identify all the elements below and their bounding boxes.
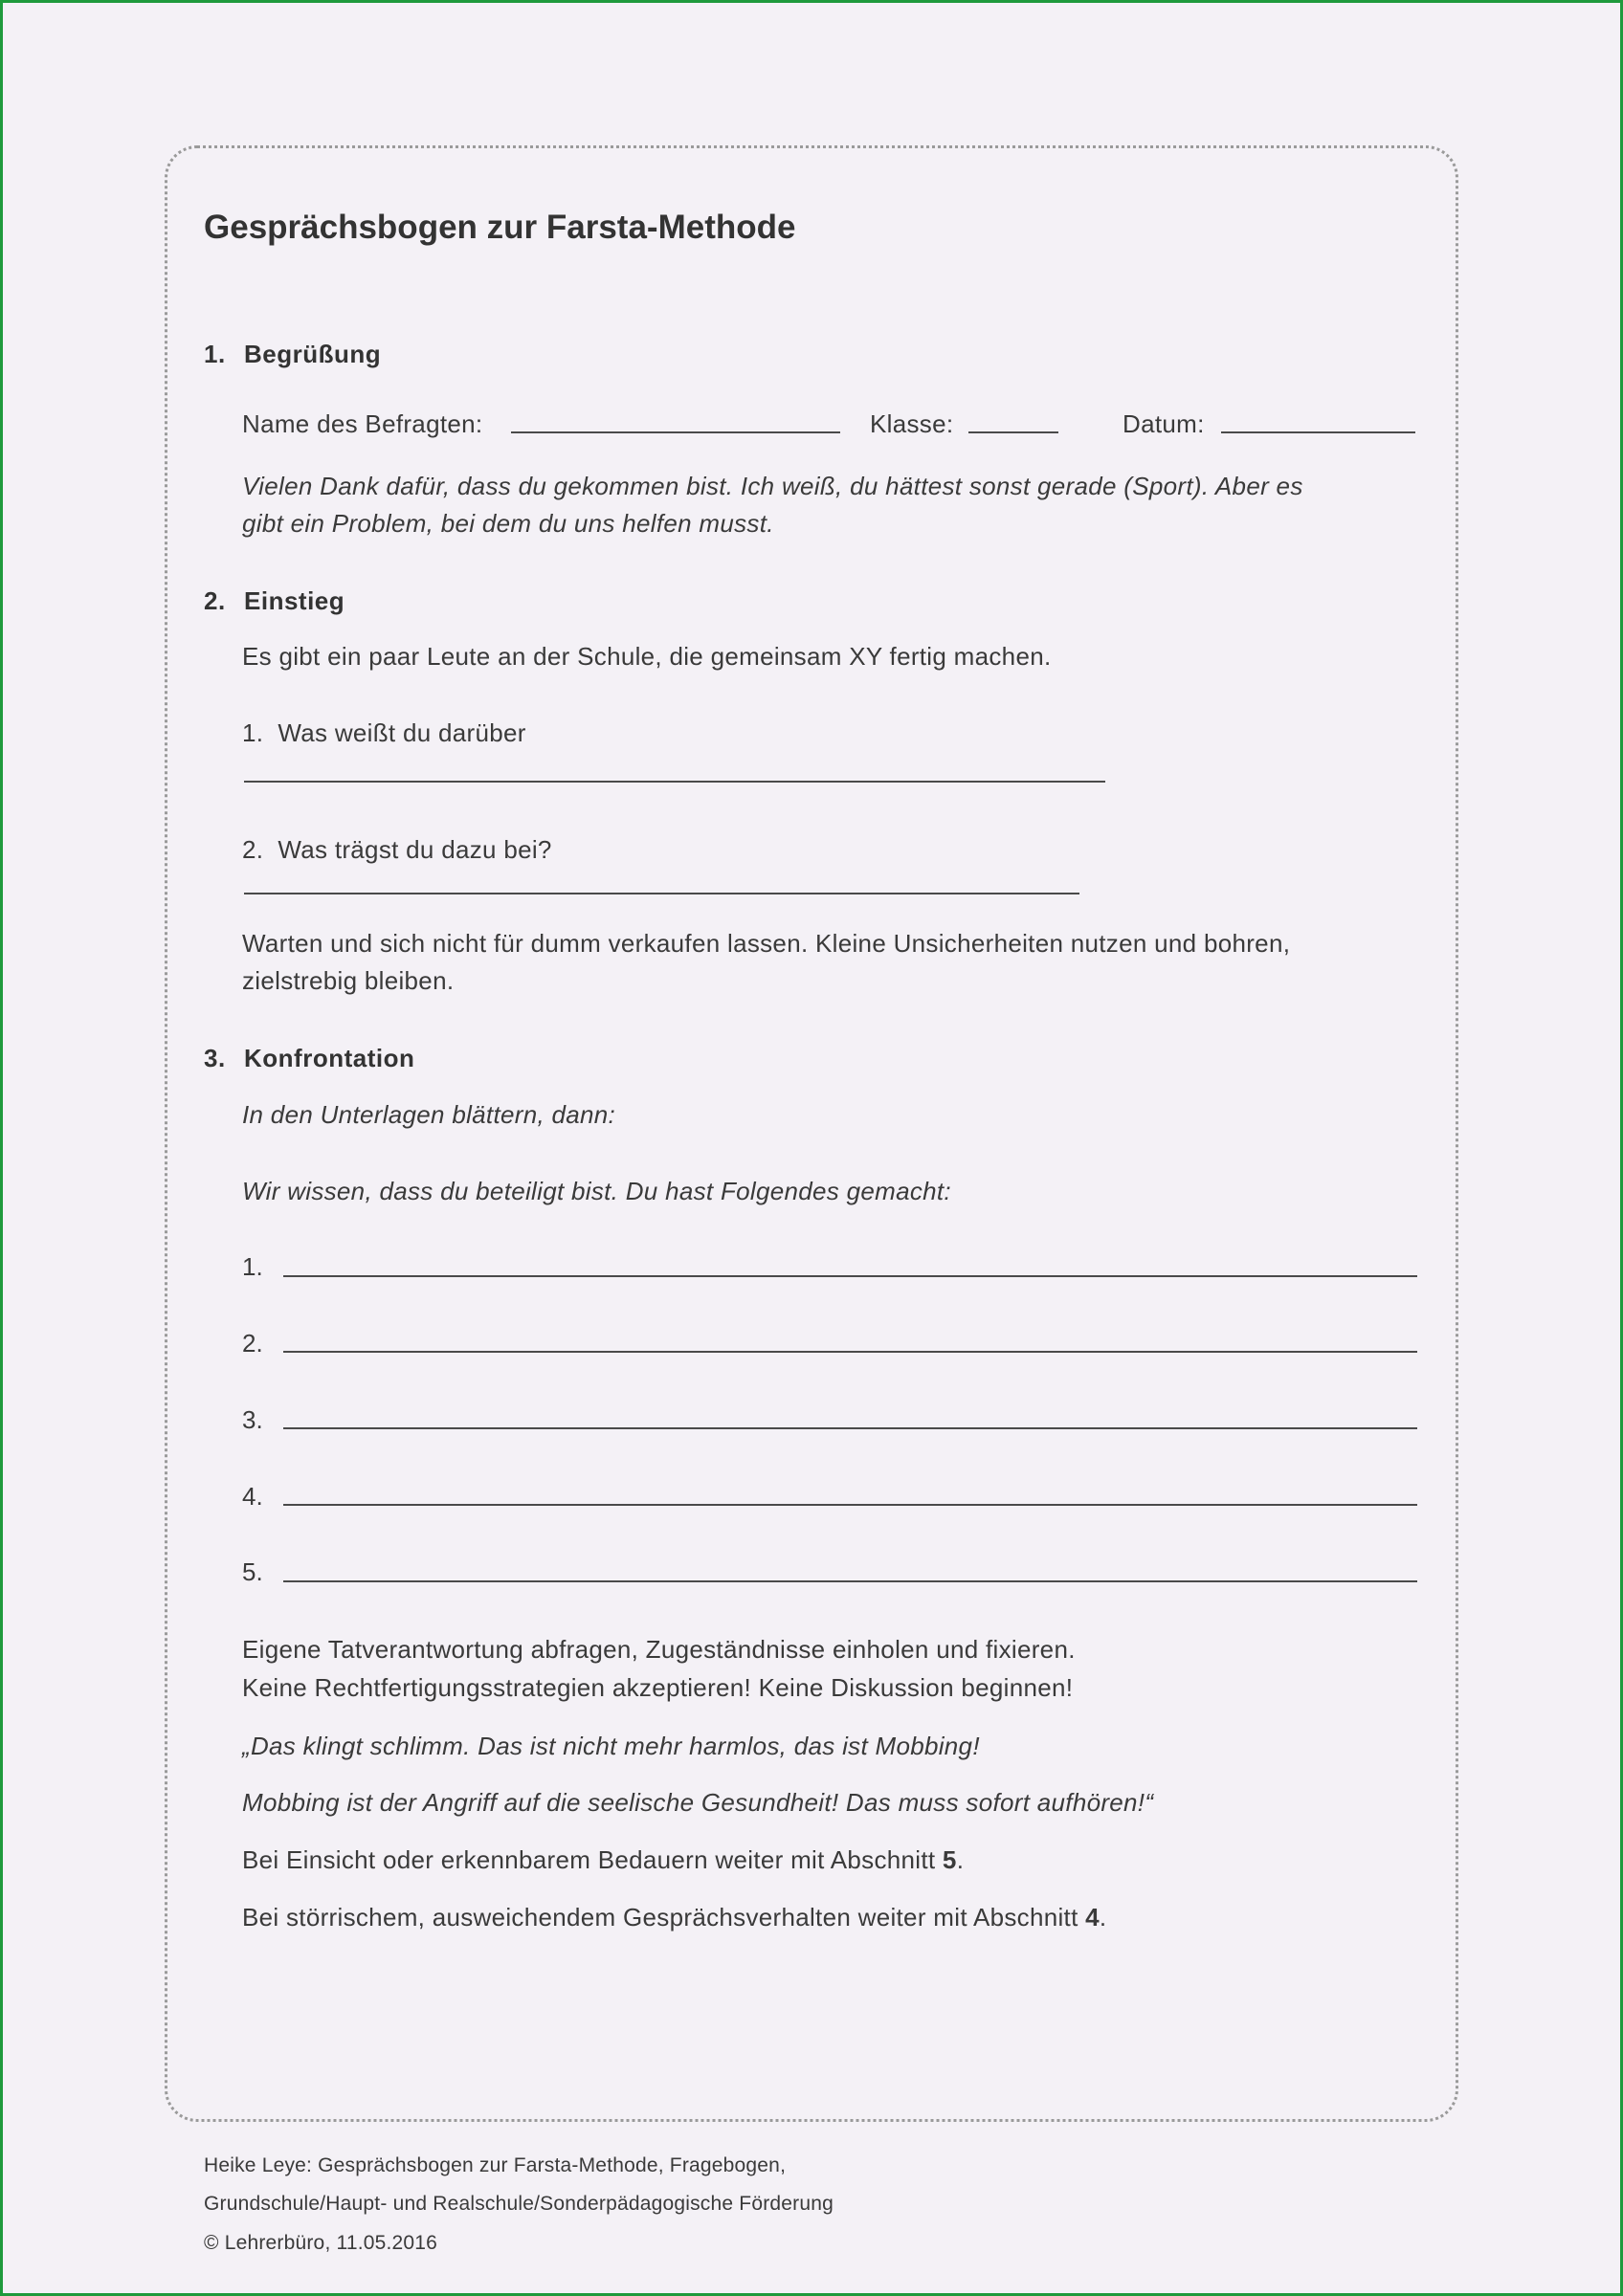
branch-insight: Bei Einsicht oder erkennbarem Bedauern weiter mit Abschnitt 5. [242, 1845, 965, 1874]
footer-line-1: Heike Leye: Gesprächsbogen zur Farsta-Methode, Fragebogen, [204, 2154, 787, 2176]
section-2-heading [204, 586, 345, 616]
section-2-note-line-2: zielstrebig bleiben. [242, 966, 455, 995]
question-2-text: Was trägst du dazu bei? [278, 835, 552, 864]
section-3-title: Konfrontation [244, 1044, 415, 1072]
branch-stubborn: Bei störrischem, ausweichendem Gesprächsverhalten weiter mit Abschnitt 4. [242, 1903, 1107, 1932]
item-5-line[interactable] [283, 1580, 1417, 1582]
branch-insight-text: Bei Einsicht oder erkennbarem Bedauern weiter mit Abschnitt [242, 1845, 943, 1874]
answer-line-1[interactable] [244, 781, 1105, 783]
date-label: Datum: [1123, 409, 1205, 438]
section-3-heading [204, 1044, 414, 1073]
item-1-number: 1. [242, 1252, 263, 1281]
class-field[interactable] [968, 431, 1058, 433]
section-2-number: 2. [204, 586, 226, 615]
section-3-statement: Wir wissen, dass du beteiligt bist. Du hast Folgendes gemacht: [242, 1177, 951, 1205]
question-2 [242, 830, 552, 869]
section-3-after-line-1: Eigene Tatverantwortung abfragen, Zugeständnisse einholen und fixieren. [242, 1635, 1076, 1664]
item-1-line[interactable] [283, 1275, 1417, 1277]
date-field[interactable] [1221, 431, 1415, 433]
item-4-line[interactable] [283, 1504, 1417, 1506]
section-3-instruction: In den Unterlagen blättern, dann: [242, 1100, 616, 1129]
section-1-number: 1. [204, 340, 226, 368]
name-field[interactable] [511, 431, 840, 433]
branch-insight-ref: 5 [942, 1845, 957, 1874]
document-title: Gesprächsbogen zur Farsta-Methode [204, 209, 796, 246]
question-1-text: Was weißt du darüber [278, 718, 526, 747]
quote-line-1: „Das klingt schlimm. Das ist nicht mehr harmlos, das ist Mobbing! [242, 1732, 980, 1760]
section-2-note-line-1: Warten und sich nicht für dumm verkaufen lassen. Kleine Unsicherheiten nutzen und bohren, [242, 929, 1291, 958]
footer-line-2: Grundschule/Haupt- und Realschule/Sonderpädagogische Förderung [204, 2193, 834, 2215]
branch-stubborn-ref: 4 [1085, 1903, 1100, 1932]
item-2-line[interactable] [283, 1351, 1417, 1353]
section-2-title: Einstieg [244, 586, 345, 615]
section-1-title: Begrüßung [244, 340, 382, 368]
answer-line-2[interactable] [244, 893, 1079, 894]
form-card [165, 145, 1458, 2122]
section-1-text-line-1: Vielen Dank dafür, dass du gekommen bist. Ich weiß, du hättest sonst gerade (Sport). Aber es [242, 472, 1303, 500]
section-1-heading [204, 340, 381, 369]
item-5-number: 5. [242, 1557, 263, 1586]
item-3-number: 3. [242, 1405, 263, 1434]
section-2-intro: Es gibt ein paar Leute an der Schule, die gemeinsam XY fertig machen. [242, 642, 1052, 671]
item-3-line[interactable] [283, 1427, 1417, 1429]
item-4-number: 4. [242, 1482, 263, 1511]
class-label: Klasse: [870, 409, 954, 438]
name-label: Name des Befragten: [242, 409, 483, 438]
section-3-number: 3. [204, 1044, 226, 1072]
item-2-number: 2. [242, 1329, 263, 1358]
footer-line-3: © Lehrerbüro, 11.05.2016 [204, 2232, 438, 2254]
branch-stubborn-text: Bei störrischem, ausweichendem Gesprächsverhalten weiter mit Abschnitt [242, 1903, 1086, 1932]
section-3-after-line-2: Keine Rechtfertigungsstrategien akzeptieren! Keine Diskussion beginnen! [242, 1673, 1074, 1702]
section-1-text-line-2: gibt ein Problem, bei dem du uns helfen musst. [242, 509, 774, 538]
quote-line-2: Mobbing ist der Angriff auf die seelische Gesundheit! Das muss sofort aufhören!“ [242, 1788, 1154, 1817]
question-2-number: 2. [242, 835, 264, 864]
question-1 [242, 714, 526, 752]
question-1-number: 1. [242, 718, 264, 747]
